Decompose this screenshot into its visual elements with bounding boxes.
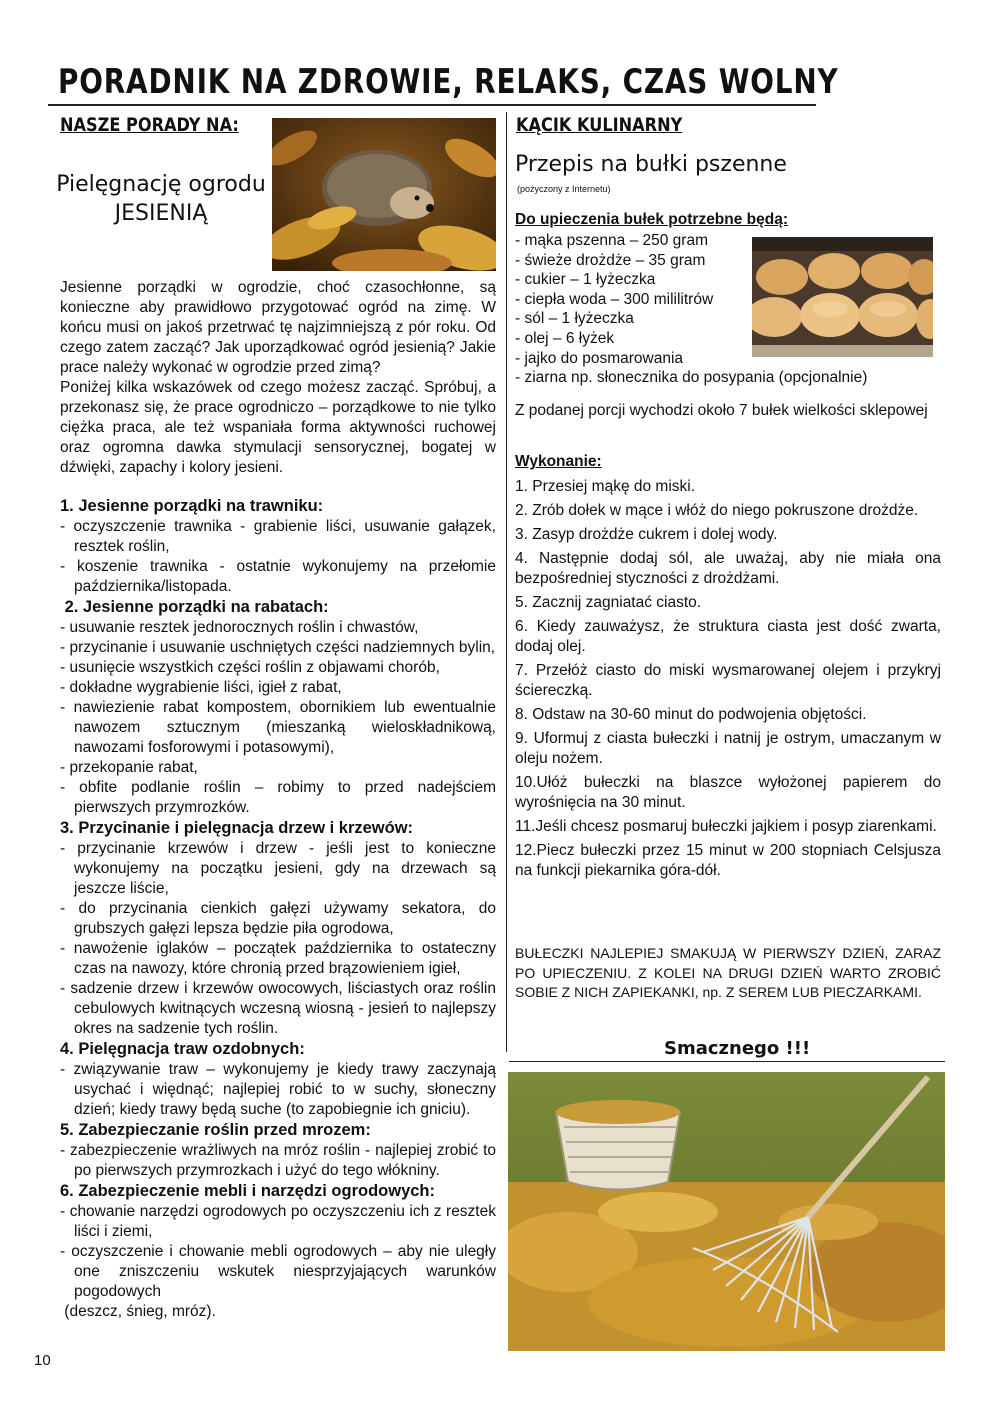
ingredient-item: - ciepła woda – 300 mililitrów [515,290,714,308]
list-item: - nawiezienie rabat kompostem, obornikiem lub ewentualnie nawozem sztucznym (mieszanką wieloskładnikową, nawozami fosforowymi i potasowymi), [60,699,496,756]
list-item: - przycinanie krzewów i drzew - jeśli jest to konieczne wykonujemy na początku jesieni, gdy na drzewach są jeszcze liście, [60,840,496,897]
tips-heading: 6. Zabezpieczenie mebli i narzędzi ogrodowych: [60,1182,435,1200]
tips-heading: 1. Jesienne porządki na trawniku: [60,497,324,515]
list-item: - przekopanie rabat, [60,759,198,776]
list-item: - przycinanie i usuwanie uschniętych części nadziemnych bylin, [60,639,496,656]
list-item: - związywanie traw – wykonujemy je kiedy trawy zaczynają usychać i więdnąć; najlepiej robić to w suchy, słoneczny dzień; kiedy trawy będą suche (to zapobiegnie ich gniciu). [60,1061,496,1118]
tips-section-2 [60,597,496,818]
ingredient-item: - cukier – 1 łyżeczka [515,271,656,289]
tips-heading: 2. Jesienne porządki na rabatach: [60,598,329,616]
recipe-step: 1. Przesiej mąkę do miski. [515,478,696,495]
ingredient-item: - świeże drożdże – 35 gram [515,251,706,269]
recipe-step: 5. Zacznij zagniatać ciasto. [515,594,702,611]
list-item: - nawożenie iglaków – początek października to ostateczny czas na nawozy, które chronią przed brązowieniem igieł, [60,940,496,977]
gardening-tips [60,496,496,1322]
list-item: - usunięcie wszystkich części roślin z objawami chorób, [60,659,440,676]
serving-note: BUŁECZKI NAJLEPIEJ SMAKUJĄ W PIERWSZY DZIEŃ, ZARAZ PO UPIECZENIU. Z KOLEI NA DRUGI DZIEŃ WARTO ZROBIĆ SOBIE Z NICH ZAPIEKANKI, np. Z SEREM LUB PIECZARKAMI. [515,945,941,1000]
ingredient-item: - olej – 6 łyżek [515,329,615,347]
tips-section-3 [60,818,496,1039]
recipe-step: 12.Piecz bułeczki przez 15 minut w 200 stopniach Celsjusza na funkcji piekarnika góra-dół. [515,842,941,879]
recipe-steps [515,477,941,885]
recipe-step: 11.Jeśli chcesz posmaruj bułeczki jajkiem i posyp ziarenkami. [515,818,937,835]
list-item: - do przycinania cienkich gałęzi używamy sekatora, do grubszych gałęzi lepsza będzie piła ogrodowa, [60,900,496,937]
page-title: PORADNIK NA ZDROWIE, RELAKS, CZAS WOLNY [58,62,839,102]
bread-rolls-photo [752,237,933,357]
ingredient-item: - sól – 1 łyżeczka [515,310,634,328]
autumn-rake-photo [508,1072,945,1351]
tips-section-6 [60,1181,496,1322]
list-item: - koszenie trawnika - ostatnie wykonujemy na przełomie października/listopada. [60,558,496,595]
page-number: 10 [34,1352,51,1369]
recipe-source-note: (pożyczony z Internetu) [517,184,611,194]
subtitle-line-2: JESIENIĄ [114,201,208,226]
intro-paragraph [60,278,496,478]
recipe-step: 2. Zrób dołek w mące i włóż do niego pokruszone drożdże. [515,502,919,519]
hedgehog-photo [272,118,496,271]
list-item: (deszcz, śnieg, mróz). [60,1303,216,1320]
closing-divider [509,1061,945,1062]
article-subtitle [56,172,266,226]
left-section-label: NASZE PORADY NA: [60,114,239,136]
subtitle-line-1: Pielęgnację ogrodu [56,172,266,197]
recipe-step: 6. Kiedy zauważysz, że struktura ciasta jest dość zwarta, dodaj olej. [515,618,941,655]
column-divider [506,112,507,1052]
list-item: - usuwanie resztek jednorocznych roślin i chwastów, [60,619,419,636]
recipe-title: Przepis na bułki pszenne [515,152,787,177]
recipe-step: 7. Przełóż ciasto do miski wysmarowanej olejem i przykryj ściereczką. [515,662,941,699]
right-section-label: KĄCIK KULINARNY [516,114,683,136]
tips-heading: 3. Przycinanie i pielęgnacja drzew i krzewów: [60,819,414,837]
tips-section-5 [60,1120,496,1181]
list-item: - chowanie narzędzi ogrodowych po oczyszczeniu ich z resztek liści i ziemi, [60,1203,496,1240]
intro-text: Jesienne porządki w ogrodzie, choć czasochłonne, są konieczne aby prawidłowo przygotować ogród na zimę. W końcu musi on jakoś przetrwać tę najzimniejszą z pór roku. Od czego zatem zacząć? Jak uporządkować ogród jesienią? Jakie prace należy wykonać w ogrodzie przed zimą? [60,279,496,376]
ingredient-item: - ziarna np. słonecznika do posypania (opcjonalnie) [515,369,868,387]
method-heading: Wykonanie: [515,453,602,470]
list-item: - dokładne wygrabienie liści, igieł z rabat, [60,679,342,696]
list-item: - sadzenie drzew i krzewów owocowych, liściastych oraz roślin cebulowych kwitnących wczesną wiosną - jesień to najlepszy okres na sadzenie tych roślin. [60,980,496,1037]
list-item: - oczyszczenie trawnika - grabienie liści, usuwanie gałązek, resztek roślin, [60,518,496,555]
recipe-step: 4. Następnie dodaj sól, ale uważaj, aby nie miała ona bezpośredniej styczności z drożdżami. [515,550,941,587]
recipe-step: 3. Zasyp drożdże cukrem i dolej wody. [515,526,778,543]
tips-heading: 5. Zabezpieczanie roślin przed mrozem: [60,1121,371,1139]
tips-section-4 [60,1039,496,1120]
intro-text-2: Poniżej kilka wskazówek od czego możesz zacząć. Spróbuj, a przekonasz się, że prace ogrodniczo – porządkowe to nie tylko ciężka praca, ale też wspaniała forma aktywności ruchowej oraz ogromna dawka stymulacji sensorycznej, bogatej w dźwięki, zapachy i kolory jesieni. [60,379,496,476]
title-divider [48,104,816,106]
list-item: - oczyszczenie i chowanie mebli ogrodowych – aby nie uległy one zniszczeniu wskutek niesprzyjających warunków pogodowych [60,1243,496,1300]
tips-section-1 [60,496,496,597]
recipe-step: 10.Ułóż bułeczki na blaszce wyłożonej papierem do wyrośnięcia na 30 minut. [515,774,941,811]
recipe-yield: Z podanej porcji wychodzi około 7 bułek wielkości sklepowej [515,402,928,419]
ingredients-heading: Do upieczenia bułek potrzebne będą: [515,211,789,228]
ingredient-item: - jajko do posmarowania [515,349,684,367]
list-item: - zabezpieczenie wrażliwych na mróz roślin - najlepiej zrobić to po pierwszych przymrozkach i użyć do tego włókniny. [60,1142,496,1179]
ingredient-item: - mąka pszenna – 250 gram [515,232,708,249]
closing-text: Smacznego !!! [664,1038,811,1059]
list-item: - obfite podlanie roślin – robimy to przed nadejściem pierwszych przymrozków. [60,779,496,816]
recipe-step: 9. Uformuj z ciasta bułeczki i natnij je ostrym, umaczanym w oleju nożem. [515,730,941,767]
recipe-step: 8. Odstaw na 30-60 minut do podwojenia objętości. [515,706,867,723]
tips-heading: 4. Pielęgnacja traw ozdobnych: [60,1040,305,1058]
